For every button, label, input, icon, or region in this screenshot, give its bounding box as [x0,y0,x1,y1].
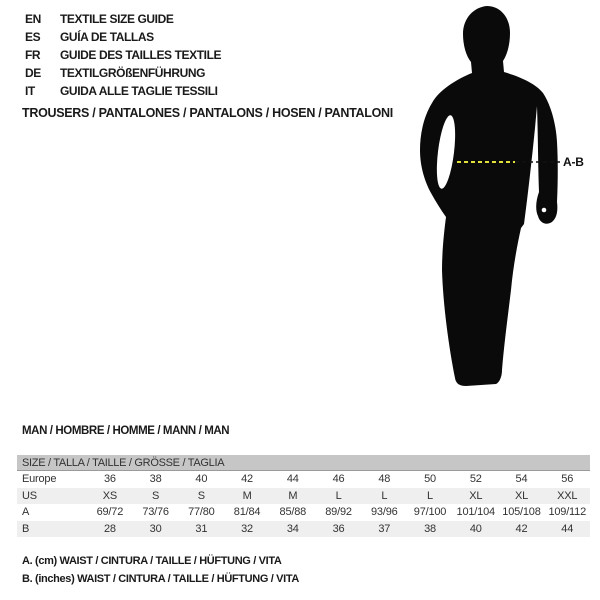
table-cell: 36 [103,473,116,485]
language-label: TEXTILGRÖßENFÜHRUNG [60,66,206,80]
table-cell: 31 [195,522,208,535]
table-cell: 89/92 [325,506,352,518]
category-title: TROUSERS / PANTALONES / PANTALONS / HOSEN / PANTALONI [22,106,393,120]
table-cell: 36 [332,522,345,535]
footnotes [22,552,299,588]
table-cell: 97/100 [413,506,447,518]
table-cell: 32 [241,522,253,535]
language-label: GUÍA DE TALLAS [60,30,154,44]
table-cell: 40 [195,473,208,485]
language-label: TEXTILE SIZE GUIDE [60,12,174,26]
table-row-us [17,488,590,505]
language-row [25,28,221,46]
hand-detail [542,208,547,213]
table-cell: 34 [286,522,299,535]
table-cell: M [288,489,298,502]
table-cell: 44 [561,522,574,535]
language-code: DE [25,66,41,80]
table-cell: 105/108 [502,506,541,518]
language-code: IT [25,84,35,98]
table-cell: XL [514,489,528,502]
row-label: Europe [22,473,57,485]
table-cell: S [197,489,205,502]
language-row [25,10,221,28]
table-cell: 56 [561,473,574,485]
table-cell: 52 [469,473,482,485]
row-label: A [22,506,30,518]
table-cell: 42 [241,473,253,485]
size-table-header: SIZE / TALLA / TAILLE / GRÖSSE / TAGLIA [17,455,590,471]
footnote-a: A. (cm) WAIST / CINTURA / TAILLE / HÜFTUNG / VITA [22,555,282,567]
table-cell: 38 [149,473,162,485]
table-cell: 48 [378,473,391,485]
table-cell: 30 [149,522,162,535]
row-label: US [22,489,37,502]
row-label: B [22,522,30,535]
table-cell: XXL [557,489,578,502]
language-row [25,82,221,100]
table-cell: 69/72 [96,506,124,518]
table-cell: M [242,489,252,502]
table-cell: 37 [378,522,391,535]
table-cell: S [152,489,160,502]
table-row-europe [17,471,590,488]
table-cell: 54 [515,473,528,485]
table-cell: L [335,489,342,502]
table-row-a-cm [17,504,590,521]
footnote-b: B. (inches) WAIST / CINTURA / TAILLE / HÜFTUNG / VITA [22,573,300,585]
language-code: ES [25,30,41,44]
man-silhouette-figure [400,0,600,410]
table-cell: 38 [424,522,436,535]
table-cell: 81/84 [233,506,261,518]
language-label: GUIDE DES TAILLES TEXTILE [60,48,222,62]
section-title: MAN / HOMBRE / HOMME / MANN / MAN [22,425,230,437]
table-row-b-inches [17,521,590,538]
language-label: GUIDA ALLE TAGLIE TESSILI [60,84,218,98]
table-cell: XL [469,489,483,502]
man-silhouette-svg [400,0,600,410]
language-list [25,10,221,100]
table-cell: L [381,489,388,502]
language-row [25,64,221,82]
table-cell: 109/112 [548,506,586,518]
table-cell: XS [102,489,117,502]
measure-label: A-B [563,155,584,169]
table-cell: 28 [103,522,116,535]
table-cell: L [427,489,433,502]
table-cell: 50 [424,473,436,485]
table-cell: 93/96 [371,506,398,518]
table-cell: 101/104 [456,506,495,518]
table-cell: 40 [469,522,482,535]
table-cell: 73/76 [142,506,169,518]
size-table [17,455,590,537]
table-cell: 42 [515,522,528,535]
language-code: EN [25,12,41,26]
language-code: FR [25,48,41,62]
table-cell: 77/80 [188,506,215,518]
table-cell: 46 [332,473,345,485]
language-row [25,46,221,64]
table-cell: 44 [286,473,299,485]
table-cell: 85/88 [279,506,307,518]
man-silhouette [420,6,558,386]
